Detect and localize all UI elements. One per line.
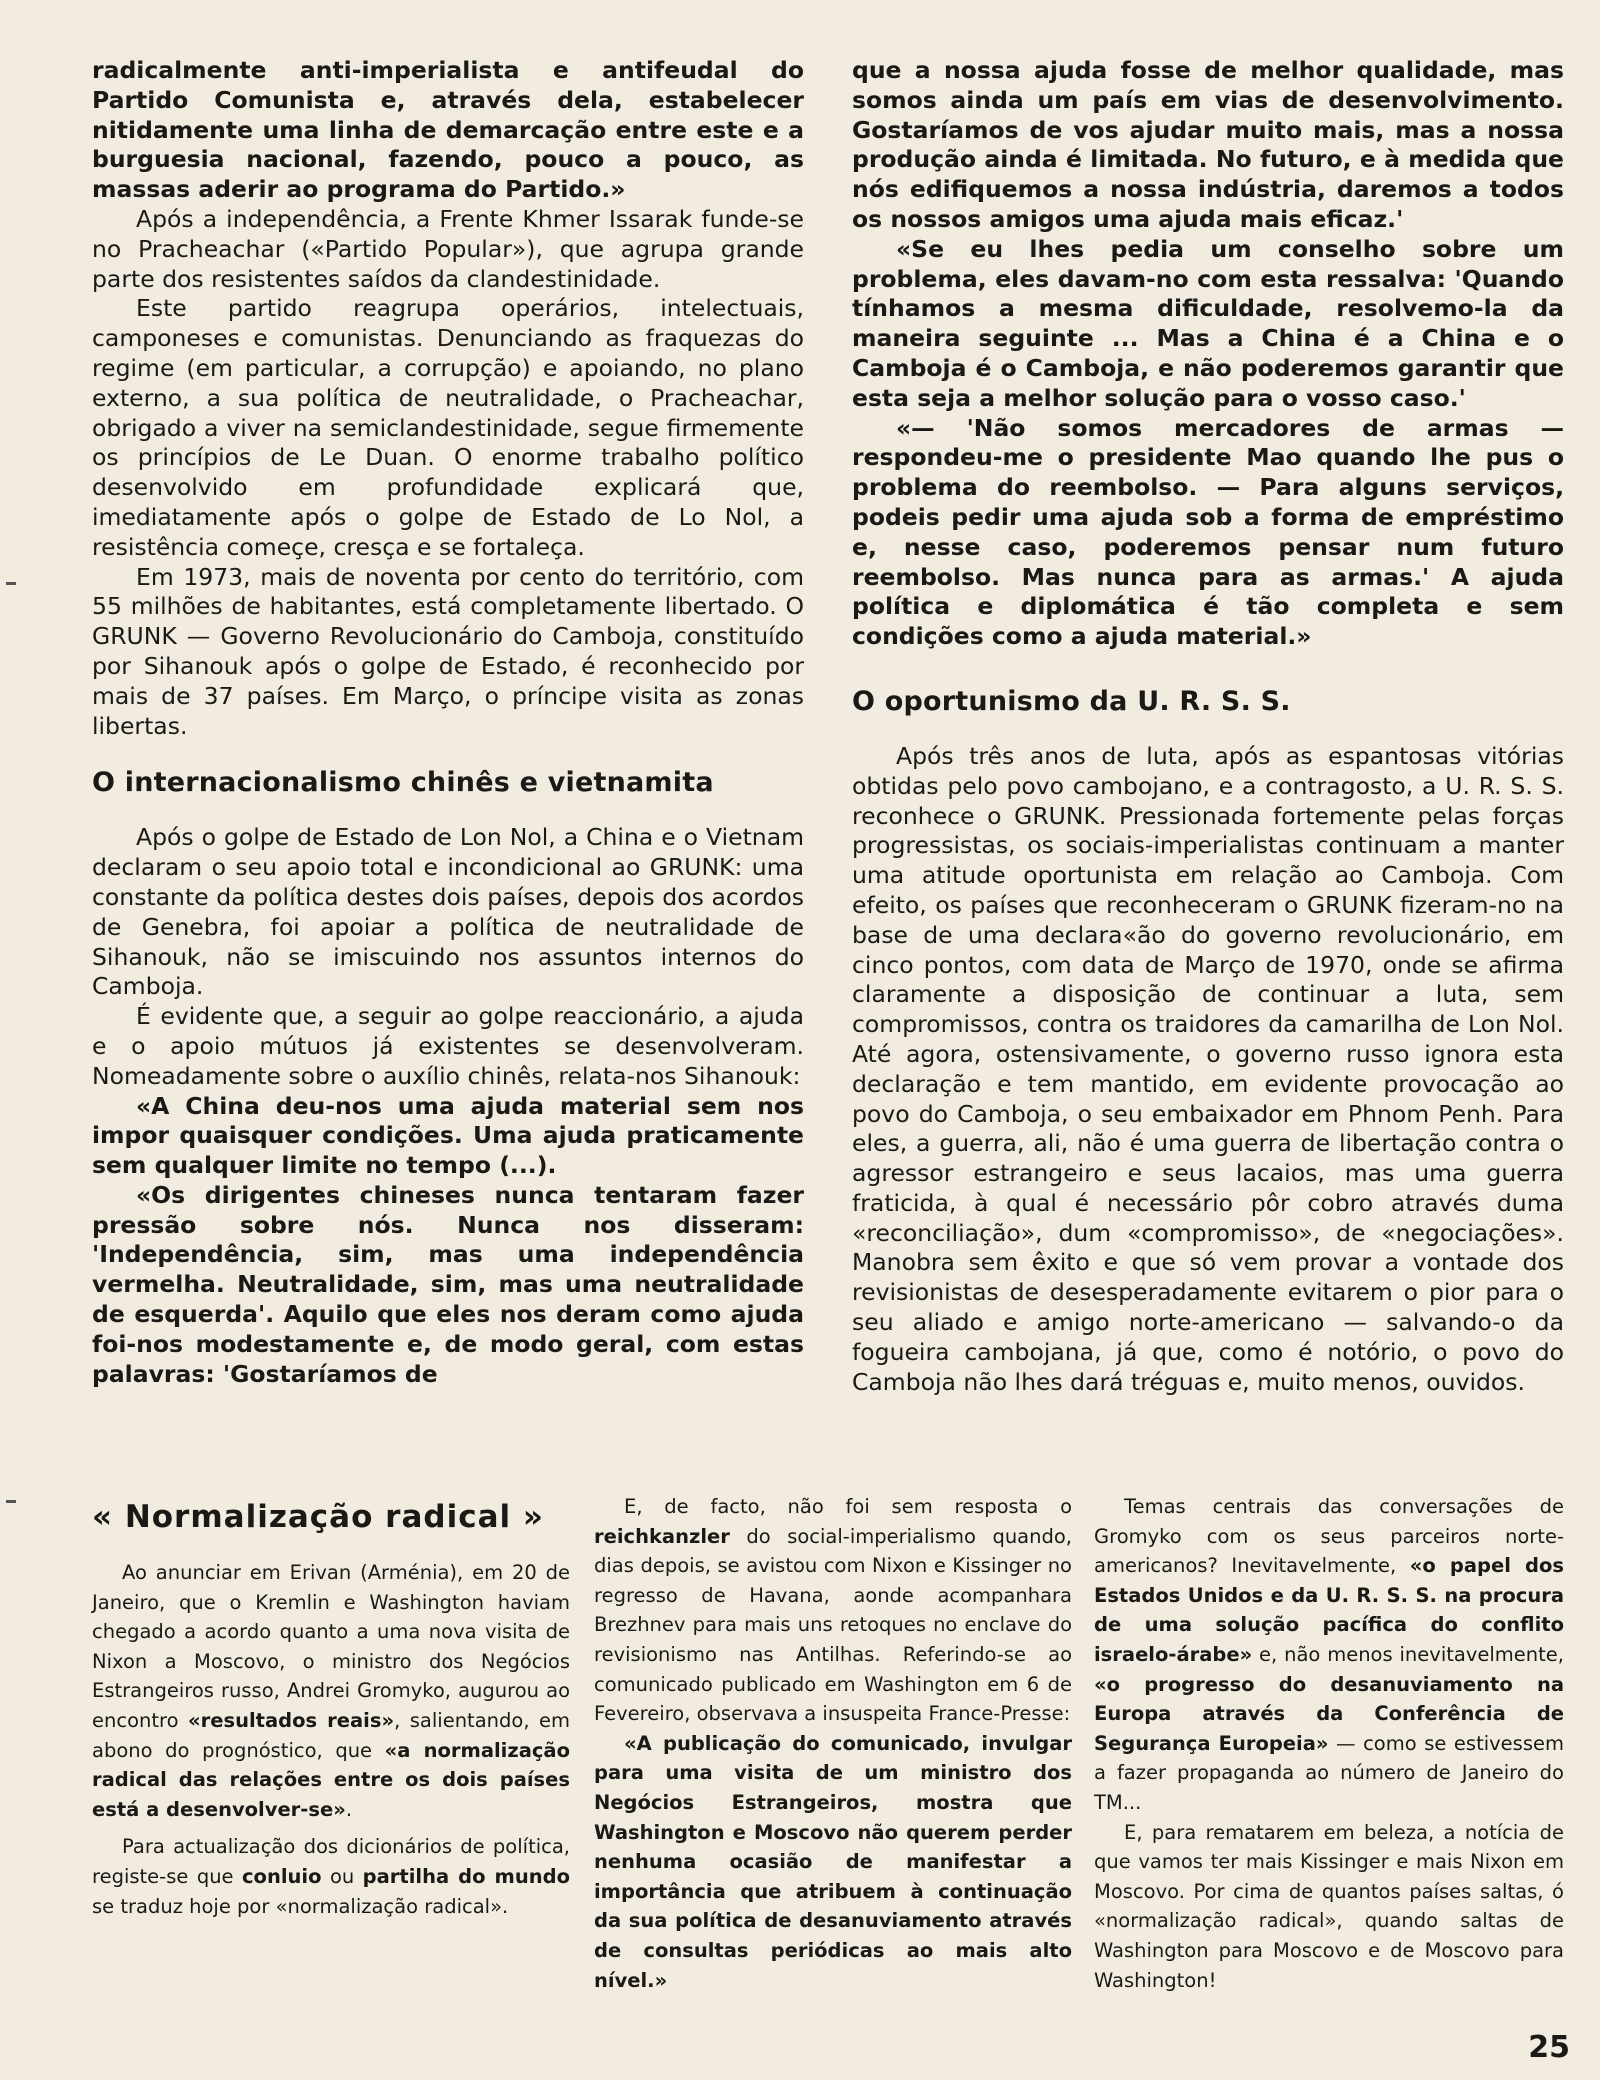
quote: «o papel dos Estados Unidos e da U. R. S. S. na procura de uma solução pacífica do conflito israelo-árabe» [1094, 1554, 1564, 1666]
term: partilha do mundo [362, 1864, 570, 1888]
paragraph: Após o golpe de Estado de Lon Nol, a China e o Vietnam declaram o seu apoio total e incondicional ao GRUNK: uma constante da política destes dois países, depois dos acordos de Genebra, foi apoiar a política de neutralidade de Sihanouk, não se imiscuindo nos assuntos internos do Camboja. [92, 823, 804, 1001]
box-column-1 [92, 1492, 570, 1921]
page-number: 25 [1528, 2030, 1570, 2065]
text: — como se estivessem a fazer propaganda ao número de Janeiro do TM... [1094, 1731, 1564, 1814]
section-heading: O internacionalismo chinês e vietnamita [92, 767, 714, 799]
text: Ao anunciar em Erivan (Arménia), em 20 de Janeiro, que o Kremlin e Washington haviam chegado a acordo quanto a uma nova visita de Nixon a Moscovo, o ministro dos Negócios Estrangeiros russo, Andrei Gromyko, augurou ao encontro [92, 1561, 570, 1732]
text: , salientando, em abono do prognóstico, que [92, 1708, 570, 1762]
quote-paragraph: «Os dirigentes chineses nunca tentaram fazer pressão sobre nós. Nunca nos disseram: 'Independência, sim, mas uma independência vermelha. Neutralidade, sim, mas uma neutralidade de esquerda'. Aquilo que eles nos deram como ajuda foi-nos modestamente e, de modo geral, com estas palavras: 'Gostaríamos de [92, 1180, 804, 1388]
section-heading: O oportunismo da U. R. S. S. [852, 685, 1291, 717]
paragraph: Após a independência, a Frente Khmer Issarak funde-se no Pracheachar («Partido Popular»), que agrupa grande parte dos resistentes saídos da clandestinidade. [92, 204, 804, 293]
term: conluio [242, 1864, 322, 1888]
text: Para actualização dos dicionários de política, registe-se que [92, 1835, 570, 1888]
box-column-2 [594, 1492, 1072, 1995]
paragraph: Em 1973, mais de noventa por cento do território, com 55 milhões de habitantes, está completamente libertado. O GRUNK — Governo Revolucionário do Camboja, constituído por Sihanouk após o golpe de Estado, é reconhecido por mais de 37 países. Em Março, o príncipe visita as zonas libertas. [92, 562, 804, 740]
paragraph [92, 1558, 570, 1824]
text: . [345, 1797, 353, 1821]
term: reichkanzler [594, 1524, 730, 1548]
left-column [92, 56, 804, 1389]
text: E, de facto, não foi sem resposta o [624, 1495, 1072, 1518]
paragraph [594, 1492, 1072, 1729]
text: se traduz hoje por «normalização radical». [92, 1894, 509, 1918]
quote-paragraph: «A publicação do comunicado, invulgar para uma visita de um ministro dos Negócios Estrangeiros, mostra que Washington e Moscovo não querem perder nenhuma ocasião de manifestar a importância que atribuem à continuação da sua política de desanuviamento através de consultas periódicas ao mais alto nível.» [594, 1731, 1072, 1992]
paragraph [1094, 1492, 1564, 1818]
paragraph [92, 1832, 570, 1921]
box-column-3 [1094, 1492, 1564, 1995]
margin-mark [6, 1500, 16, 1503]
quote-paragraph: «Se eu lhes pedia um conselho sobre um problema, eles davam-no com esta ressalva: 'Quando tínhamos a mesma dificuldade, resolvemo-la da maneira seguinte ... Mas a China é a China e o Camboja é o Camboja, e não poderemos garantir que esta seja a melhor solução para o vosso caso.' [852, 234, 1564, 412]
text: ou [321, 1864, 363, 1888]
box-heading: « Normalização radical » [92, 1499, 544, 1535]
margin-mark [6, 582, 16, 585]
paragraph: E, para rematarem em beleza, a notícia de que vamos ter mais Kissinger e mais Nixon em Moscovo. Por cima de quantos países saltas, ó «normalização radical», quando saltas de Washington para Moscovo e de Moscovo para Washington! [1094, 1820, 1564, 1992]
text: do social-imperialismo quando, dias depois, se avistou com Nixon e Kissinger no regresso de Havana, aonde acompanhara Brezhnev para mais uns retoques no enclave do revisionismo nas Antilhas. Referindo-se ao comunicado publicado em Washington em 6 de Fevereiro, observava a insuspeita France-Presse: [594, 1524, 1072, 1726]
quote: «o progresso do desanuviamento na Europa através da Conferência de Segurança Europeia» [1094, 1672, 1564, 1755]
paragraph: Este partido reagrupa operários, intelectuais, camponeses e comunistas. Denunciando as fraquezas do regime (em particular, a corrupção) e apoiando, no plano externo, a sua política de neutralidade, o Pracheachar, obrigado a viver na semiclandestinidade, segue firmemente os princípios de Le Duan. O enorme trabalho político desenvolvido em profundidade explicará que, imediatamente após o golpe de Estado de Lo Nol, a resistência começe, cresça e se fortaleça. [92, 294, 804, 561]
paragraph: É evidente que, a seguir ao golpe reaccionário, a ajuda e o apoio mútuos já existentes se desenvolveram. Nomeadamente sobre o auxílio chinês, relata-nos Sihanouk: [92, 1002, 804, 1090]
quote-paragraph: «— 'Não somos mercadores de armas — respondeu-me o presidente Mao quando lhe pus o problema do reembolso. — Para alguns serviços, podeis pedir uma ajuda sob a forma de empréstimo e, nesse caso, poderemos pensar num futuro reembolso. Mas nunca para as armas.' A ajuda política e diplomática é tão completa e sem condições como a ajuda material.» [852, 413, 1564, 651]
quote-paragraph: «A China deu-nos uma ajuda material sem nos impor quaisquer condições. Uma ajuda praticamente sem qualquer limite no tempo (...). [92, 1091, 804, 1180]
text: Temas centrais das conversações de Gromyko com os seus parceiros norte-americanos? Inevitavelmente, [1094, 1495, 1564, 1578]
paragraph: radicalmente anti-imperialista e antifeudal do Partido Comunista e, através dela, estabelecer nitidamente uma linha de demarcação entre este e a burguesia nacional, fazendo, pouco a pouco, as massas aderir ao programa do Partido.» [92, 56, 804, 204]
quote: «resultados reais» [188, 1708, 395, 1732]
paragraph: Após três anos de luta, após as espantosas vitórias obtidas pelo povo cambojano, e a contragosto, a U. R. S. S. reconhece o GRUNK. Pressionada fortemente pelas forças progressistas, os sociais-imperialistas continuam a manter uma atitude oportunista em relação ao Camboja. Com efeito, os países que reconheceram o GRUNK fizeram-no na base de uma declara«ão do governo revolucionário, em cinco pontos, com data de Março de 1970, onde se afirma claramente a disposição de continuar a luta, sem compromissos, contra os traidores da camarilha de Lon Nol. Até agora, ostensivamente, o governo russo ignora esta declaração e tem mantido, em evidente provocação ao povo do Camboja, o seu embaixador em Phnom Penh. Para eles, a guerra, ali, não é uma guerra de libertação contra o agressor estrangeiro e seus lacaios, mas uma guerra fraticida, à qual é necessário pôr cobro através duma «reconciliação», dum «compromisso», de «negociações». Manobra sem êxito e que só vem provar a vontade dos revisionistas de desesperadamente evitarem o pior para o seu aliado e amigo norte-americano — salvando-o da fogueira cambojana, já que, como é notório, o povo do Camboja não lhes dará tréguas e, muito menos, ouvidos. [852, 741, 1564, 1396]
text: e, não menos inevitavelmente, [1252, 1642, 1564, 1666]
quote: «a normalização radical das relações entre os dois países está a desenvolver-se» [92, 1738, 570, 1821]
quote-paragraph: que a nossa ajuda fosse de melhor qualidade, mas somos ainda um país em vias de desenvolvimento. Gostaríamos de vos ajudar muito mais, mas a nossa produção ainda é limitada. No futuro, e à medida que nós edifiquemos a nossa indústria, daremos a todos os nossos amigos uma ajuda mais eficaz.' [852, 56, 1564, 233]
right-column [852, 56, 1564, 1397]
